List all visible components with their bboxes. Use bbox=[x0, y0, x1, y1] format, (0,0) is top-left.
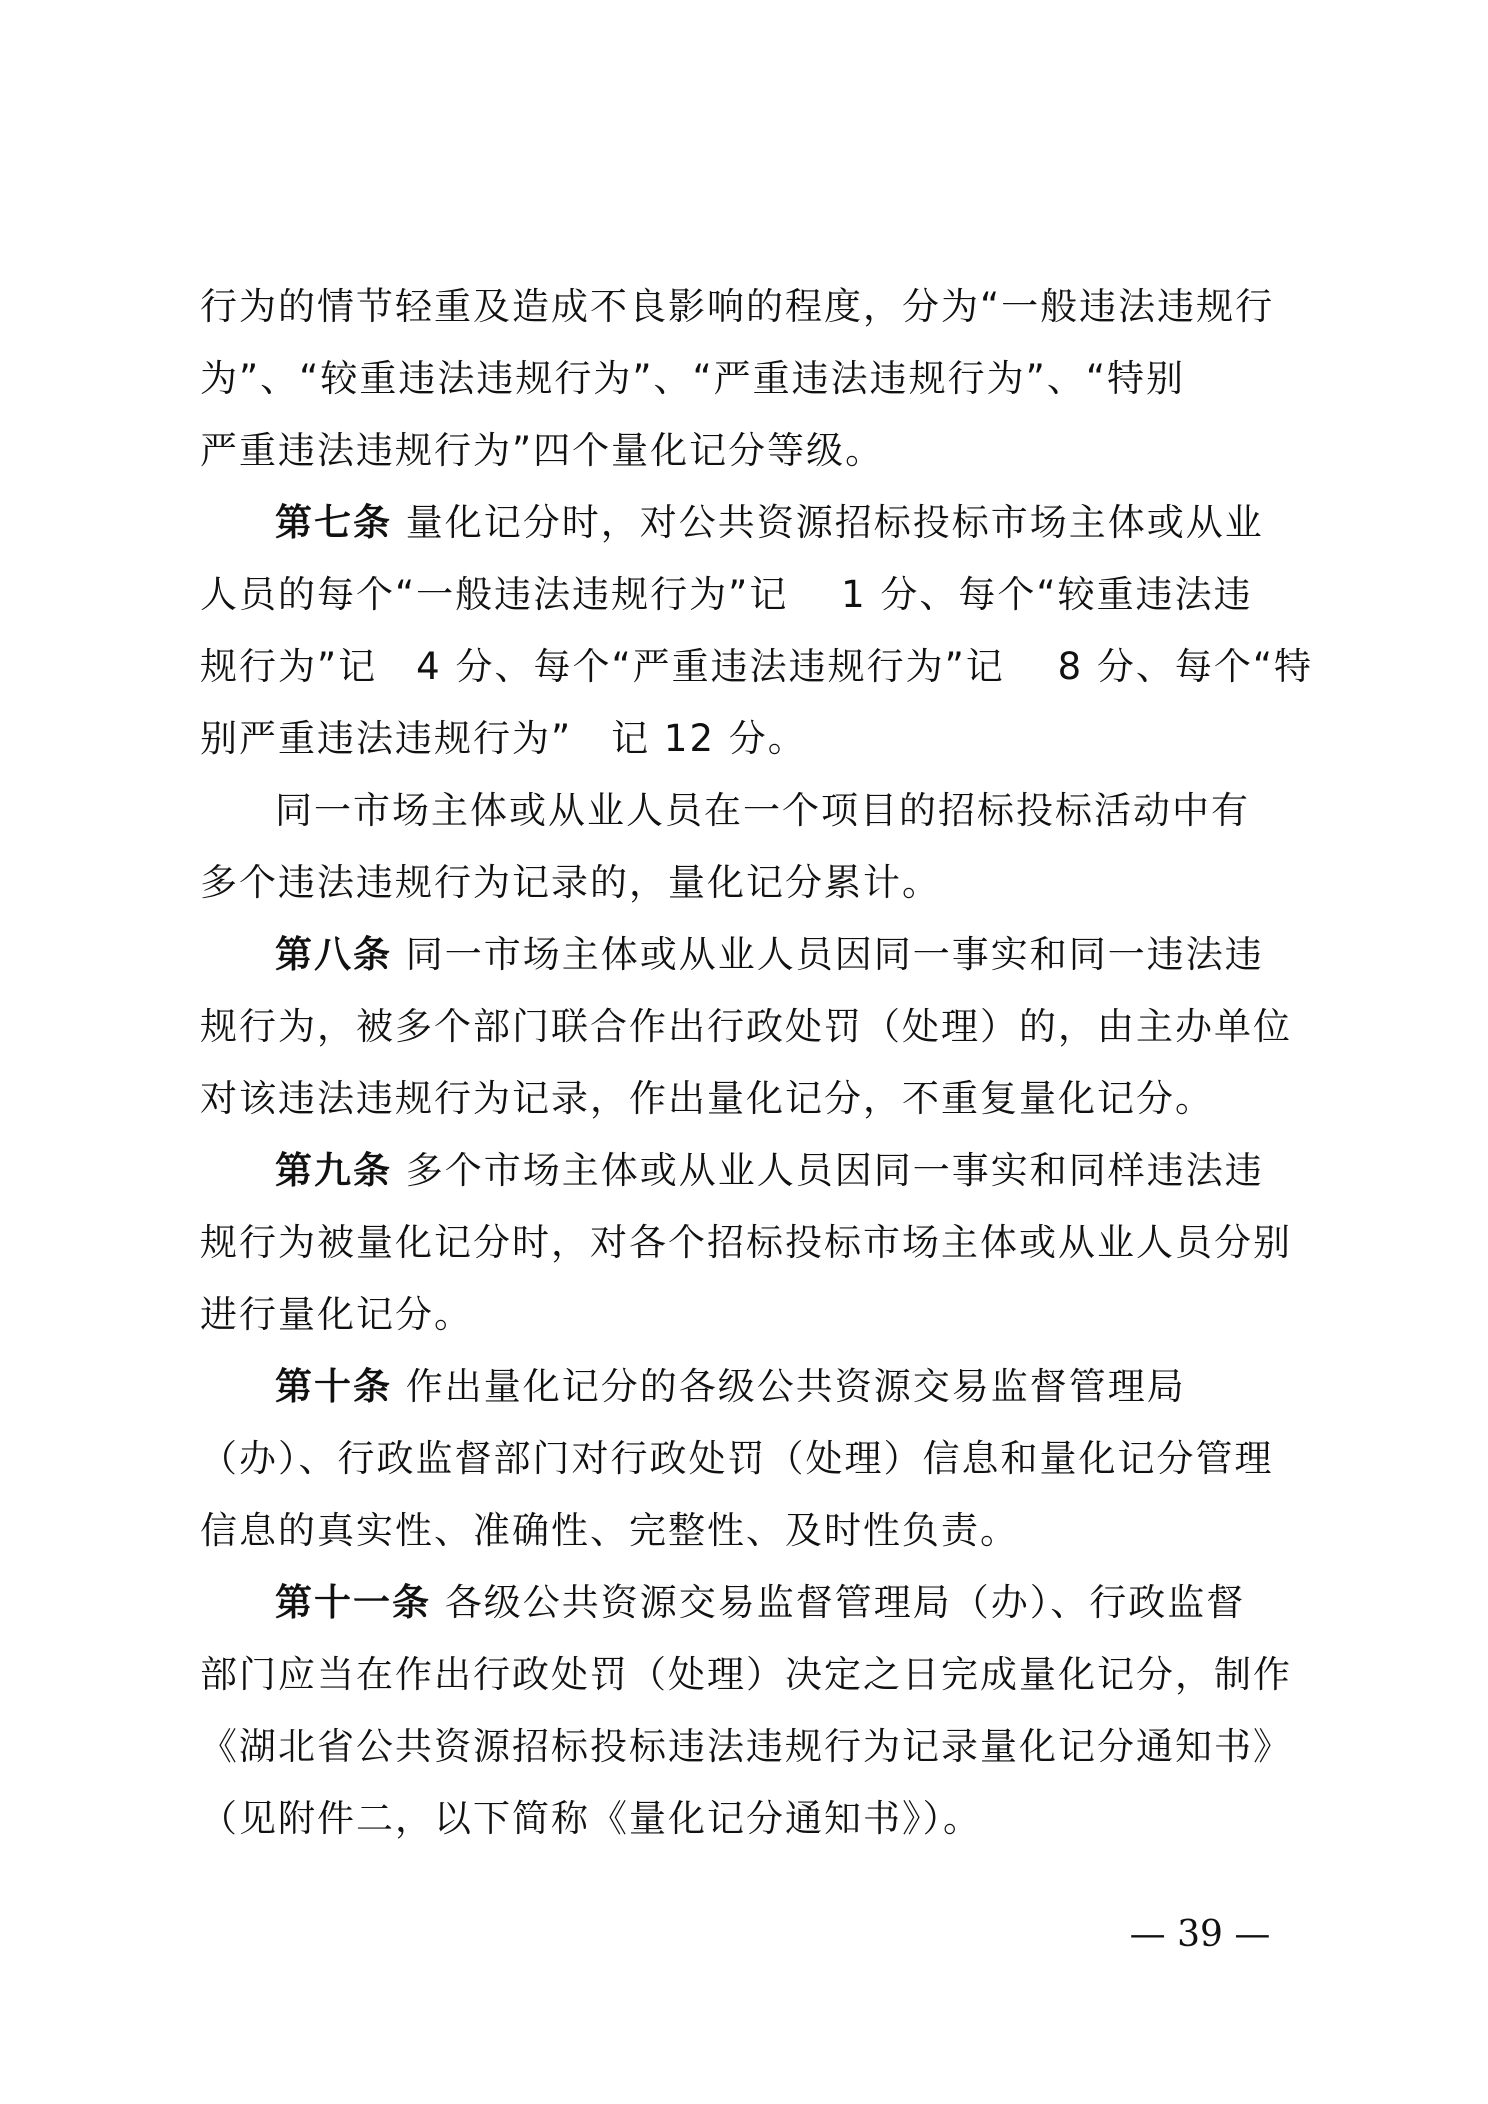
article-11-heading: 第十一条 bbox=[275, 1581, 431, 1624]
article-9-heading: 第九条 bbox=[275, 1149, 392, 1192]
article-7-heading: 第七条 bbox=[275, 501, 392, 544]
text-line: 部门应当在作出行政处罚（处理）决定之日完成量化记分，制作 bbox=[200, 1653, 1292, 1696]
article-8-paragraph bbox=[275, 930, 1310, 980]
article-10-heading: 第十条 bbox=[275, 1365, 392, 1408]
text-line: 进行量化记分。 bbox=[200, 1293, 473, 1336]
text-line: 别严重违法违规行为” 记 12 分。 bbox=[200, 717, 807, 760]
text-line: （办）、行政监督部门对行政处罚（处理）信息和量化记分管理 bbox=[200, 1437, 1274, 1480]
text-line: 行为的情节轻重及造成不良影响的程度，分为“一般违法违规行 bbox=[200, 285, 1275, 328]
text-line: 作出量化记分的各级公共资源交易监督管理局 bbox=[405, 1365, 1186, 1408]
article-7-paragraph bbox=[275, 498, 1310, 548]
text-line: 为”、“较重违法违规行为”、“严重违法违规行为”、“特别 bbox=[200, 357, 1186, 400]
text-line: 人员的每个“一般违法违规行为”记 1 分、每个“较重违法违 bbox=[200, 573, 1253, 616]
text-line: 规行为被量化记分时，对各个招标投标市场主体或从业人员分别 bbox=[200, 1221, 1292, 1264]
article-8-heading: 第八条 bbox=[275, 933, 392, 976]
article-10-paragraph bbox=[275, 1362, 1310, 1412]
text-line: 量化记分时，对公共资源招标投标市场主体或从业 bbox=[405, 501, 1264, 544]
text-line: 信息的真实性、准确性、完整性、及时性负责。 bbox=[200, 1509, 1019, 1552]
text-line: 多个违法违规行为记录的，量化记分累计。 bbox=[200, 861, 941, 904]
text-line: 规行为”记 4 分、每个“严重违法违规行为”记 8 分、每个“特 bbox=[200, 645, 1314, 688]
text-line: 同一市场主体或从业人员在一个项目的招标投标活动中有 bbox=[275, 789, 1250, 832]
text-line: 对该违法违规行为记录，作出量化记分，不重复量化记分。 bbox=[200, 1077, 1214, 1120]
text-line: 《湖北省公共资源招标投标违法违规行为记录量化记分通知书》 bbox=[200, 1725, 1292, 1768]
text-line: 各级公共资源交易监督管理局（办）、行政监督 bbox=[444, 1581, 1246, 1624]
text-line: （见附件二，以下简称《量化记分通知书》）。 bbox=[200, 1797, 982, 1840]
text-line: 严重违法违规行为”四个量化记分等级。 bbox=[200, 429, 885, 472]
article-9-paragraph bbox=[275, 1146, 1310, 1196]
text-line: 规行为，被多个部门联合作出行政处罚（处理）的，由主办单位 bbox=[200, 1005, 1292, 1048]
page-number: — 39 — bbox=[1129, 1914, 1271, 1955]
text-line: 多个市场主体或从业人员因同一事实和同样违法违 bbox=[405, 1149, 1264, 1192]
article-11-paragraph bbox=[275, 1578, 1310, 1628]
text-line: 同一市场主体或从业人员因同一事实和同一违法违 bbox=[405, 933, 1264, 976]
